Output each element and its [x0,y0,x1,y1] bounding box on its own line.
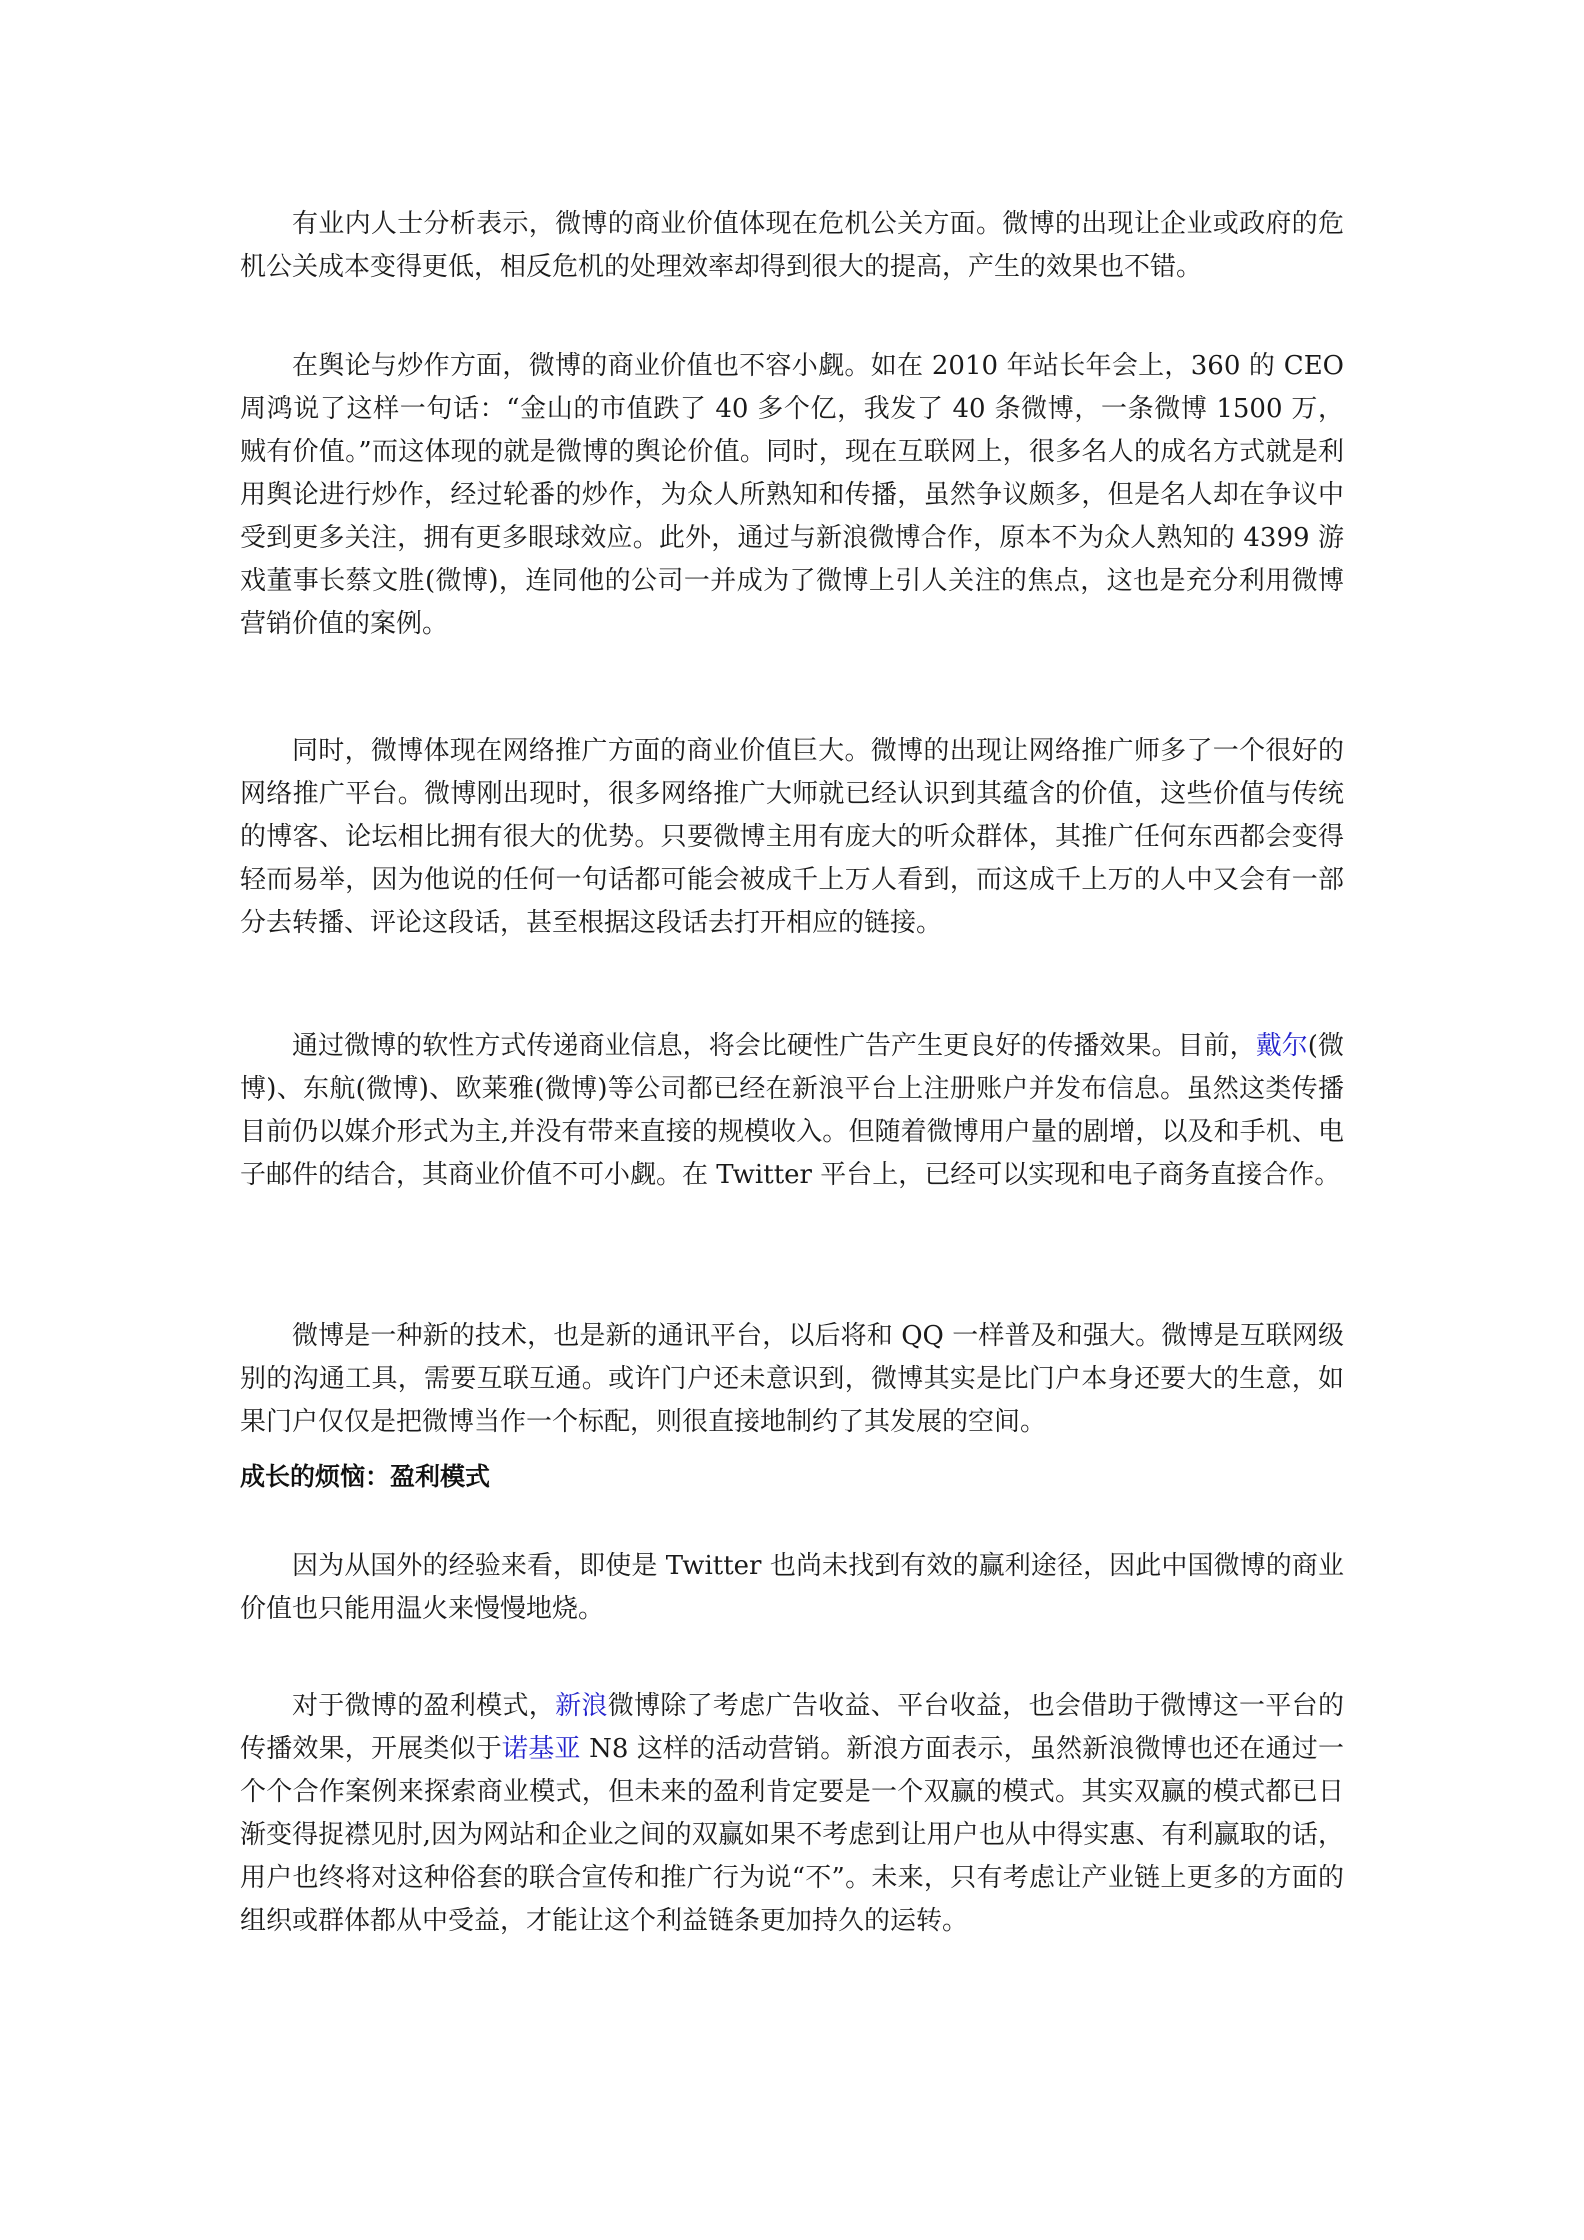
paragraph-foreign-experience: 因为从国外的经验来看，即使是 Twitter 也尚未找到有效的赢利途径，因此中国微博的商业价值也只能用温火来慢慢地烧。 [240,1551,1344,1624]
section-heading-profit-model: 成长的烦恼：盈利模式 [240,1462,491,1491]
paragraph-crisis-pr: 有业内人士分析表示，微博的商业价值体现在危机公关方面。微博的出现让企业或政府的危机公关成本变得更低，相反危机的处理效率却得到很大的提高，产生的效果也不错。 [240,209,1344,282]
paragraph-text: (微博)、东航(微博)、欧莱雅(微博)等公司都已经在新浪平台上注册账户并发布信息。虽然这类传播目前仍以媒介形式为主,并没有带来直接的规模收入。但随着微博用户量的剧增，以及和手机、电子邮件的结合，其商业价值不可小觑。在 Twitter 平台上，已经可以实现和电子商务直接合作。 [240,1031,1344,1190]
paragraph-public-opinion: 在舆论与炒作方面，微博的商业价值也不容小觑。如在 2010 年站长年会上，360 的 CEO 周鸿说了这样一句话：“金山的市值跌了 40 多个亿，我发了 40 条微博，一条微博 1500 万，贼有价值。”而这体现的就是微博的舆论价值。同时，现在互联网上，很多名人的成名方式就是利用舆论进行炒作，经过轮番的炒作，为众人所熟知和传播，虽然争议颇多，但是名人却在争议中受到更多关注，拥有更多眼球效应。此外，通过与新浪微博合作，原本不为众人熟知的 4399 游戏董事长蔡文胜(微博)，连同他的公司一并成为了微博上引人关注的焦点，这也是充分利用微博营销价值的案例。 [240,351,1344,639]
paragraph-text: 对于微博的盈利模式， [292,1691,556,1721]
paragraph-text: 微博除了考虑广告收益、平台收益，也会借助于微博这一平台的传播效果，开展类似于 [240,1691,1344,1764]
paragraph-text: N8 这样的活动营销。新浪方面表示，虽然新浪微博也还在通过一个个合作案例来探索商业模式，但未来的盈利肯定要是一个双赢的模式。其实双赢的模式都已日渐变得捉襟见肘,因为网站和企业之间的双赢如果不考虑到让用户也从中得实惠、有利赢取的话，用户也终将对这种俗套的联合宣传和推广行为说“不”。未来，只有考虑让产业链上更多的方面的组织或群体都从中受益，才能让这个利益链条更加持久的运转。 [240,1734,1344,1936]
paragraph-new-technology: 微博是一种新的技术，也是新的通讯平台，以后将和 QQ 一样普及和强大。微博是互联网级别的沟通工具，需要互联互通。或许门户还未意识到，微博其实是比门户本身还要大的生意，如果门户仅仅是把微博当作一个标配，则很直接地制约了其发展的空间。 [240,1321,1344,1437]
paragraph-text: 通过微博的软性方式传递商业信息，将会比硬性广告产生更良好的传播效果。目前， [292,1031,1256,1061]
link-nokia[interactable]: 诺基亚 [502,1734,581,1764]
paragraph-profit-model [240,1685,1344,1943]
paragraph-network-promotion: 同时，微博体现在网络推广方面的商业价值巨大。微博的出现让网络推广师多了一个很好的网络推广平台。微博刚出现时，很多网络推广大师就已经认识到其蕴含的价值，这些价值与传统的博客、论坛相比拥有很大的优势。只要微博主用有庞大的听众群体，其推广任何东西都会变得轻而易举，因为他说的任何一句话都可能会被成千上万人看到，而这成千上万的人中又会有一部分去转播、评论这段话，甚至根据这段话去打开相应的链接。 [240,736,1344,938]
paragraph-soft-marketing [240,1025,1344,1197]
link-sina[interactable]: 新浪 [555,1691,608,1721]
link-dell[interactable]: 戴尔 [1255,1031,1308,1061]
